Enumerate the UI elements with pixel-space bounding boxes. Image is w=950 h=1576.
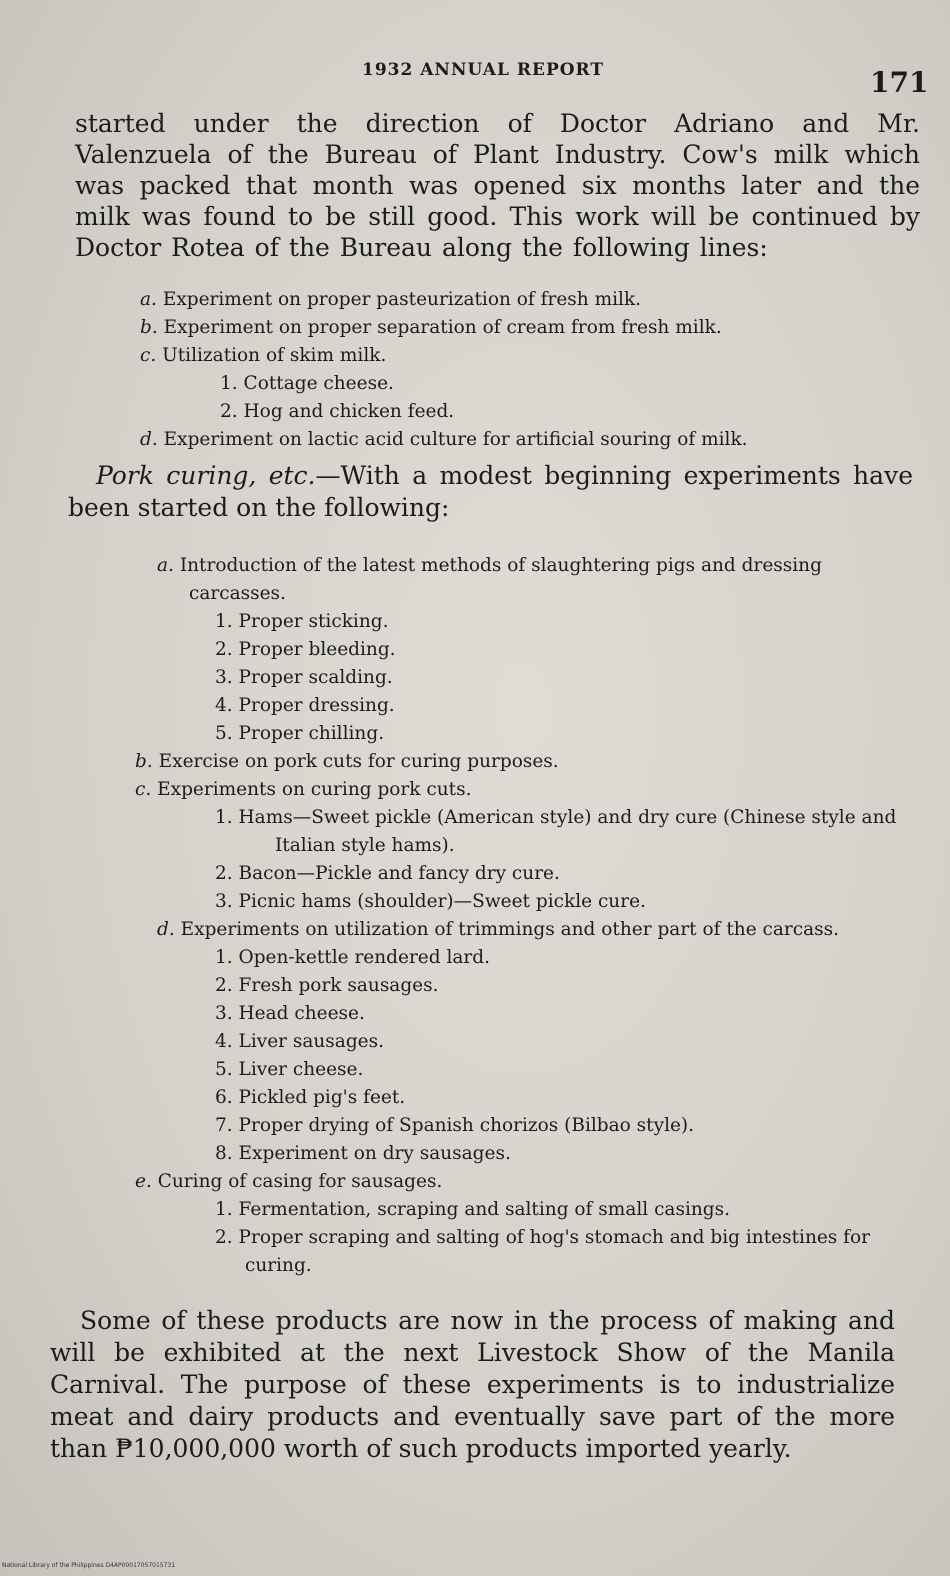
list-item: 1. Cottage cheese.	[220, 373, 394, 394]
list-item: a. Introduction of the latest methods of slaughtering pigs and dressing carcasses.	[157, 555, 822, 604]
list-item: 5. Proper chilling.	[215, 723, 385, 744]
list-item: 3. Proper scalding.	[215, 667, 393, 688]
section-heading: Pork curing, etc.	[96, 461, 316, 490]
list-item: 1. Open-kettle rendered lard.	[215, 947, 490, 968]
report-title: 1932 ANNUAL REPORT	[362, 60, 605, 80]
list-item: 8. Experiment on dry sausages.	[215, 1143, 511, 1164]
list-item: 5. Liver cheese.	[215, 1059, 364, 1080]
list-item: 3. Picnic hams (shoulder)—Sweet pickle cure.	[215, 891, 646, 912]
closing-paragraph: Some of these products are now in the process of making and will be exhibited at the next Livestock Show of the Manila Carnival. The purpose of these experiments is to industrialize meat and dairy products and eventually save part of the more than ₱10,000,000 worth of such products imported yearly.	[50, 1306, 895, 1463]
list-item: 7. Proper drying of Spanish chorizos (Bilbao style).	[215, 1115, 695, 1136]
list-item: 2. Proper scraping and salting of hog's stomach and big intestines for curing.	[215, 1227, 871, 1276]
archive-footer-note: National Library of the Philippines D4AP00017057015731	[2, 1562, 176, 1569]
list-item: 2. Proper bleeding.	[215, 639, 396, 660]
list-item: 2. Fresh pork sausages.	[215, 975, 439, 996]
page-number: 171	[870, 66, 929, 99]
list-item: 4. Proper dressing.	[215, 695, 395, 716]
list-item: 4. Liver sausages.	[215, 1031, 384, 1052]
list-item: c. Experiments on curing pork cuts.	[135, 779, 472, 800]
list-item: e. Curing of casing for sausages.	[135, 1171, 443, 1192]
pork-experiment-list	[135, 552, 905, 1280]
opening-paragraph: started under the direction of Doctor Adriano and Mr. Valenzuela of the Bureau of Plant Industry. Cow's milk which was packed that month was opened six months later and the milk was found to be still good. This work will be continued by Doctor Rotea of the Bureau along the following lines:	[75, 109, 920, 262]
section-intro: —With a modest beginning experiments have been started on the following:	[68, 461, 913, 522]
list-item: 1. Fermentation, scraping and salting of small casings.	[215, 1199, 730, 1220]
list-item: d. Experiment on lactic acid culture for artificial souring of milk.	[140, 429, 748, 450]
list-item: 2. Bacon—Pickle and fancy dry cure.	[215, 863, 560, 884]
list-item: 1. Hams—Sweet pickle (American style) and dry cure (Chinese style and Italian style hams).	[215, 807, 897, 856]
list-item: 3. Head cheese.	[215, 1003, 365, 1024]
list-item: 1. Proper sticking.	[215, 611, 389, 632]
list-item: b. Experiment on proper separation of cream from fresh milk.	[140, 317, 722, 338]
dairy-experiment-list	[140, 286, 900, 454]
list-item: a. Experiment on proper pasteurization of fresh milk.	[140, 289, 642, 310]
list-item: 6. Pickled pig's feet.	[215, 1087, 406, 1108]
list-item: 2. Hog and chicken feed.	[220, 401, 455, 422]
pork-curing-paragraph	[68, 460, 913, 524]
list-item: c. Utilization of skim milk.	[140, 345, 387, 366]
list-item: b. Exercise on pork cuts for curing purposes.	[135, 751, 559, 772]
list-item: d. Experiments on utilization of trimmings and other part of the carcass.	[157, 919, 840, 940]
